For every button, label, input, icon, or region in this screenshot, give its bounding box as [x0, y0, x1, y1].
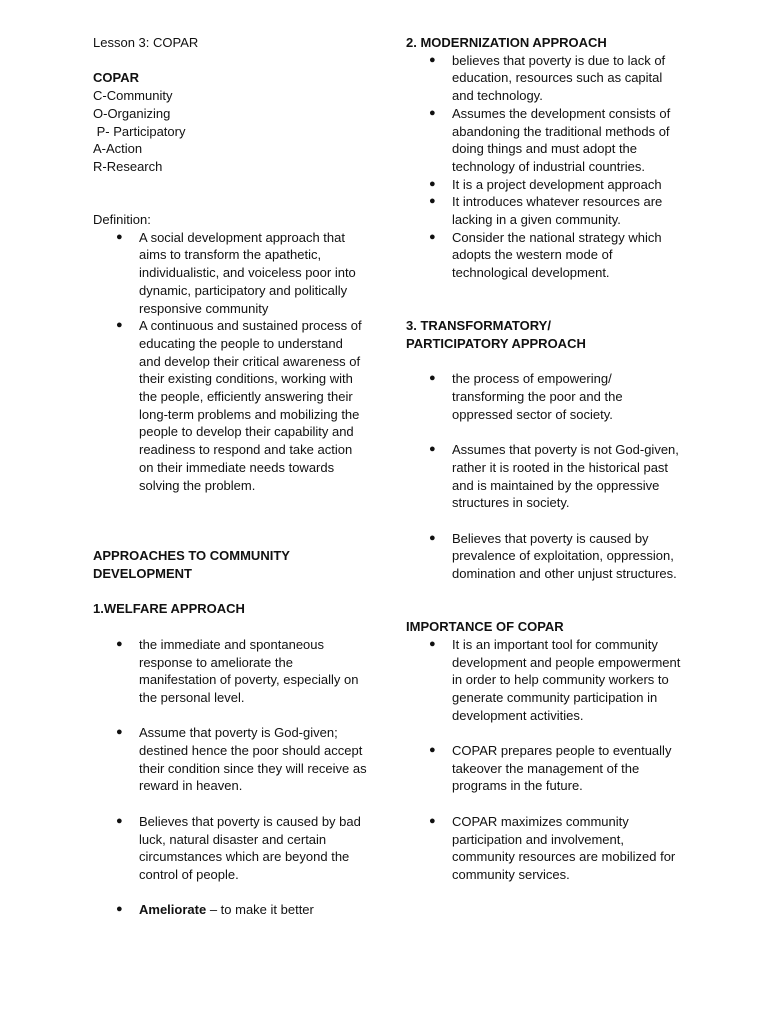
acronym-line: R-Research: [93, 158, 163, 174]
welfare-heading: 1.WELFARE APPROACH: [93, 601, 245, 617]
acronym-line: P- Participatory: [93, 123, 186, 139]
left-column: [93, 34, 368, 919]
modernization-list: [406, 52, 681, 282]
copar-heading: COPAR: [93, 70, 139, 86]
ameliorate-definition: – to make it better: [206, 902, 314, 918]
list-item: ● A continuous and sustained process of educating the people to understand and develop their critical awareness of their existing conditions, working with the people, efficiently answering their long-term problems and mobilizing the people to develop their capability and readiness to respond and take action on their immediate needs towards solving the problem.: [93, 317, 368, 494]
approaches-heading: APPROACHES TO COMMUNITY DEVELOPMENT: [93, 548, 290, 582]
list-item: ● the immediate and spontaneous response to ameliorate the manifestation of poverty, especially on the personal level.: [93, 636, 368, 707]
lesson-title: Lesson 3: COPAR: [93, 35, 199, 50]
transformatory-heading-continued: PARTICIPATORY APPROACH: [406, 335, 586, 351]
list-item: ● It is an important tool for community development and people empowerment in order to help community workers to generate community participation in development activities.: [406, 636, 681, 725]
list-item: ● Believes that poverty is caused by bad luck, natural disaster and certain circumstances which are beyond the control of people.: [93, 813, 368, 884]
list-item: ● It is a project development approach: [406, 176, 681, 194]
list-item: ● It introduces whatever resources are lacking in a given community.: [406, 193, 681, 228]
list-item: ● Believes that poverty is caused by prevalence of exploitation, oppression, domination and other unjust structures.: [406, 530, 681, 583]
ameliorate-term: Ameliorate: [139, 902, 207, 918]
list-item: ● A social development approach that aims to transform the apathetic, individualistic, and voiceless poor into dynamic, participatory and politically responsive community: [93, 229, 368, 318]
transformatory-list: [406, 370, 681, 582]
definition-list: [93, 229, 368, 495]
list-item: ● the process of empowering/ transforming the poor and the oppressed sector of society.: [406, 370, 681, 423]
list-item: ● Assume that poverty is God-given; destined hence the poor should accept their condition since they will receive as reward in heaven.: [93, 724, 368, 795]
list-item: ● believes that poverty is due to lack of education, resources such as capital and technology.: [406, 52, 681, 105]
acronym-line: O-Organizing: [93, 105, 171, 121]
welfare-list: [93, 636, 368, 919]
importance-list: [406, 636, 681, 884]
modernization-heading: 2. MODERNIZATION APPROACH: [406, 35, 607, 50]
list-item: ● COPAR prepares people to eventually takeover the management of the programs in the future.: [406, 742, 681, 795]
list-item: ● Assumes the development consists of abandoning the traditional methods of doing things and must adopt the technology of industrial countries.: [406, 105, 681, 176]
acronym-line: A-Action: [93, 141, 143, 157]
list-item: ● COPAR maximizes community participation and involvement, community resources are mobilized for community services.: [406, 813, 681, 884]
list-item: ● Consider the national strategy which adopts the western mode of technological development.: [406, 229, 681, 282]
importance-heading: IMPORTANCE OF COPAR: [406, 619, 564, 635]
list-item: [93, 901, 368, 919]
acronym-line: C-Community: [93, 88, 173, 104]
definition-label: Definition:: [93, 212, 151, 227]
list-item: ● Assumes that poverty is not God-given, rather it is rooted in the historical past and is maintained by the oppressive structures in society.: [406, 441, 681, 512]
right-column: [406, 34, 681, 884]
transformatory-heading: 3. TRANSFORMATORY/: [406, 318, 551, 334]
